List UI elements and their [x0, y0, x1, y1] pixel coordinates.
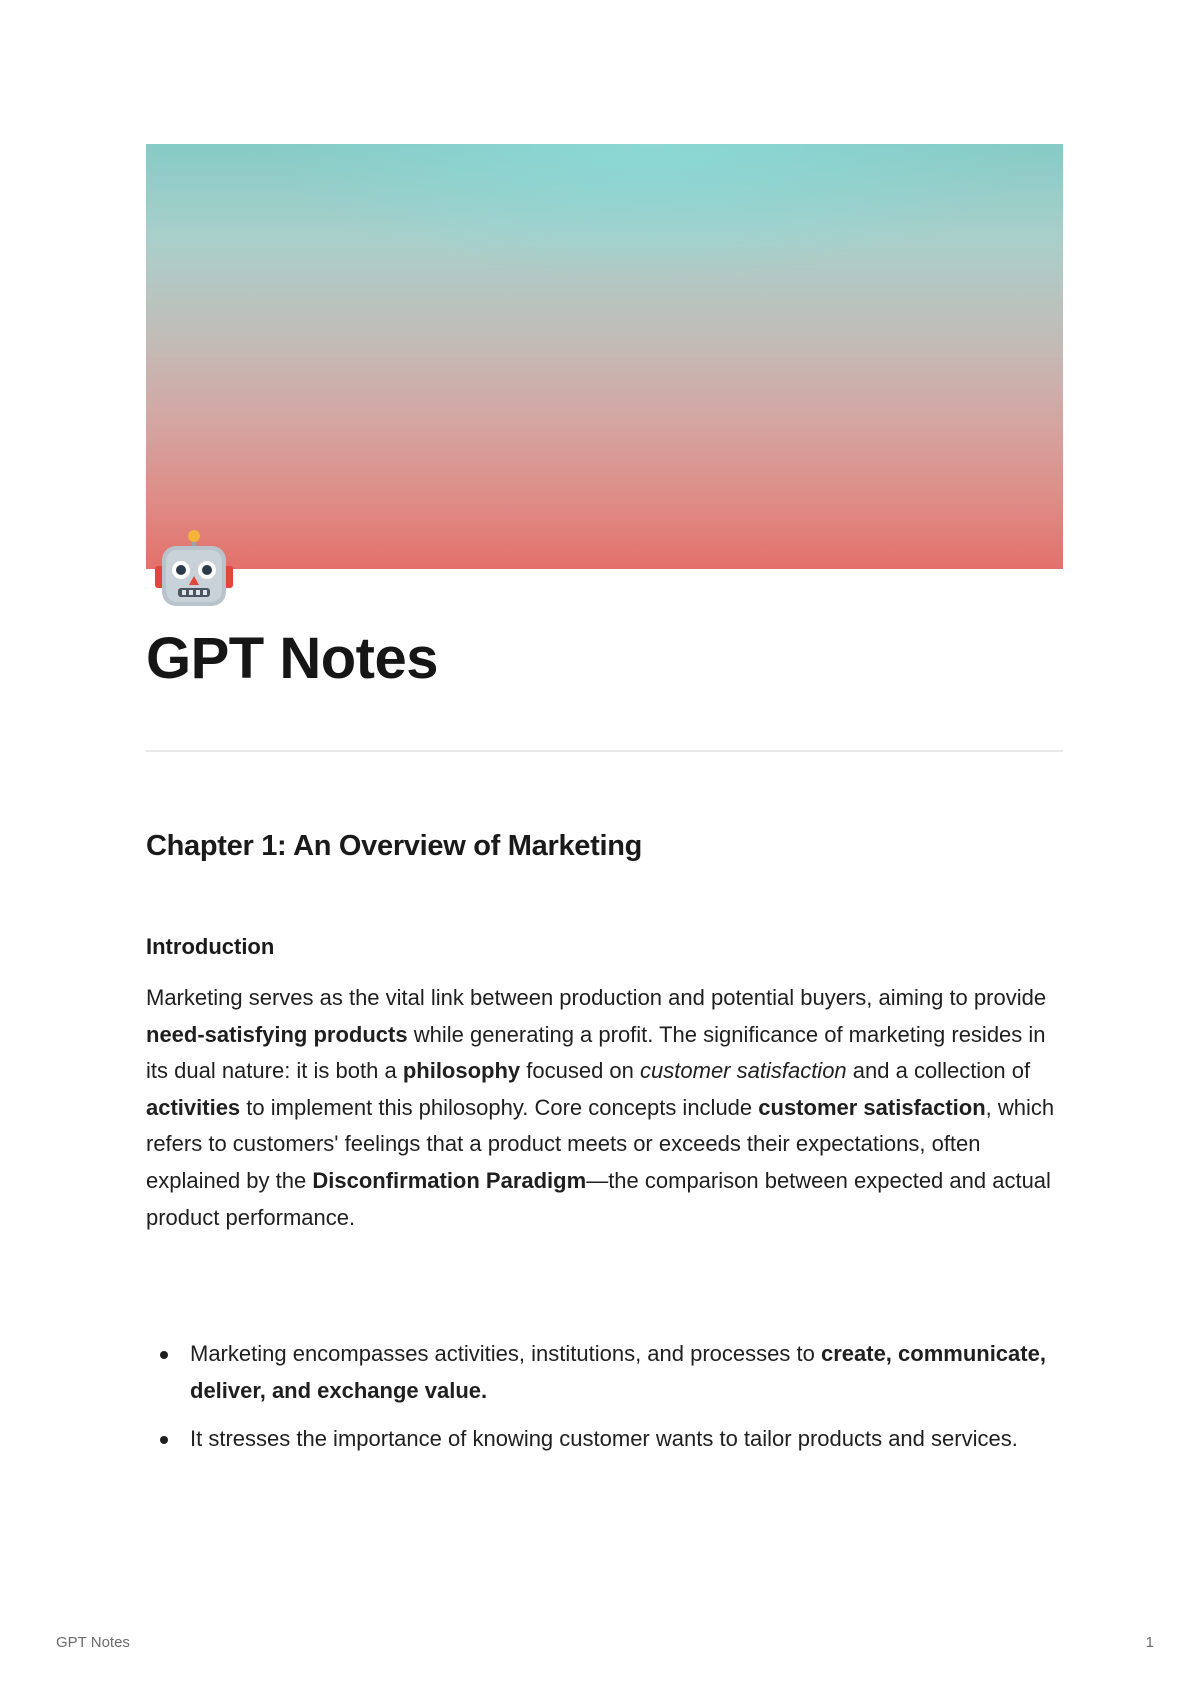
list-item: It stresses the importance of knowing customer wants to tailor products and services. [146, 1421, 1066, 1458]
divider [146, 750, 1063, 752]
bullet-icon [160, 1436, 168, 1444]
list-item: Marketing encompasses activities, institutions, and processes to create, communicate, deliver, and exchange value. [146, 1336, 1066, 1409]
chapter-heading: Chapter 1: An Overview of Marketing [146, 830, 643, 862]
page-title: GPT Notes [146, 626, 438, 691]
robot-face-icon [152, 528, 236, 612]
footer-title: GPT Notes [56, 1634, 130, 1651]
bullet-icon [160, 1351, 168, 1359]
cover-image [146, 144, 1063, 569]
page-number: 1 [1145, 1634, 1154, 1651]
section-heading: Introduction [146, 934, 275, 959]
bullet-list [146, 1336, 1066, 1470]
intro-paragraph: Marketing serves as the vital link between production and potential buyers, aiming to provide need-satisfying products while generating a profit. The significance of marketing resides in its dual nature: it is both a philosophy focused on customer satisfaction and a collection of activities to implement this philosophy. Core concepts include customer satisfaction, which refers to customers' feelings that a product meets or exceeds their expectations, often explained by the Disconfirmation Paradigm—the comparison between expected and actual product performance. [146, 985, 1055, 1230]
